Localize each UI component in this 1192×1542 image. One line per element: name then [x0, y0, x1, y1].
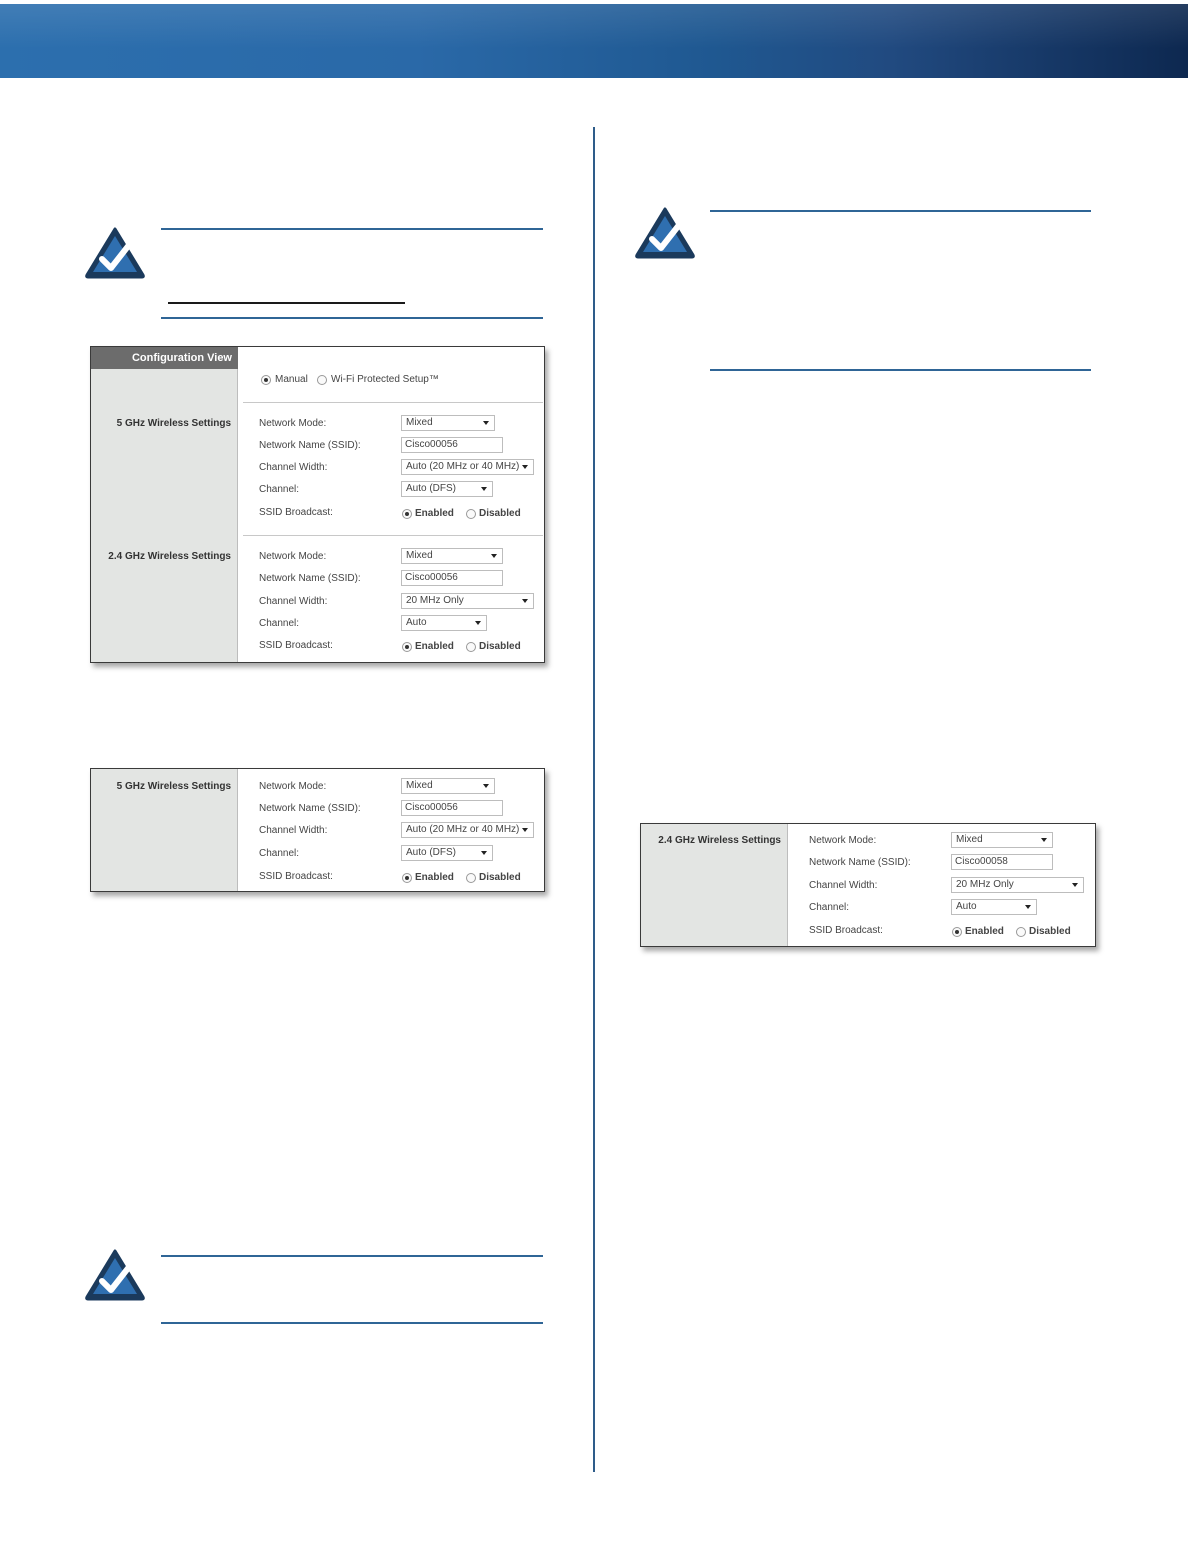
panel-sidebar	[91, 347, 238, 662]
chevron-down-icon	[475, 621, 481, 625]
section-title-5ghz: 5 GHz Wireless Settings	[116, 418, 231, 429]
chevron-down-icon	[522, 828, 528, 832]
separator	[243, 402, 543, 403]
ssid-broadcast-enabled-radio[interactable]	[402, 642, 412, 652]
channel-select[interactable]: Auto (DFS)	[401, 845, 493, 861]
ssid-label: Network Name (SSID):	[259, 573, 361, 584]
network-mode-select[interactable]: Mixed	[951, 832, 1053, 848]
ssid-broadcast-disabled-radio[interactable]	[466, 509, 476, 519]
channel-select[interactable]: Auto	[951, 899, 1037, 915]
network-mode-label: Network Mode:	[259, 418, 327, 429]
wireless-24ghz-panel	[640, 823, 1096, 947]
section-title-24ghz: 2.4 GHz Wireless Settings	[658, 835, 781, 846]
note-rule-top	[710, 210, 1091, 212]
ssid-input[interactable]: Cisco00058	[951, 854, 1053, 870]
enabled-label: Enabled	[415, 641, 454, 652]
chevron-down-icon	[483, 784, 489, 788]
section-title-24ghz: 2.4 GHz Wireless Settings	[108, 551, 231, 562]
enabled-label: Enabled	[965, 926, 1004, 937]
ssid-label: Network Name (SSID):	[259, 803, 361, 814]
chevron-down-icon	[522, 599, 528, 603]
channel-label: Channel:	[259, 618, 300, 629]
channel-width-select[interactable]: 20 MHz Only	[951, 877, 1084, 893]
ssid-broadcast-disabled-radio[interactable]	[1016, 927, 1026, 937]
wps-radio[interactable]	[317, 375, 327, 385]
chevron-down-icon	[491, 554, 497, 558]
note-underline	[168, 302, 405, 304]
header-banner	[0, 4, 1188, 78]
enabled-label: Enabled	[415, 872, 454, 883]
ssid-broadcast-disabled-radio[interactable]	[466, 873, 476, 883]
disabled-label: Disabled	[1029, 926, 1071, 937]
ssid-broadcast-label: SSID Broadcast:	[259, 507, 333, 518]
check-mark-icon	[634, 206, 696, 260]
wireless-5ghz-panel	[90, 768, 545, 892]
manual-radio[interactable]	[261, 375, 271, 385]
ssid-label: Network Name (SSID):	[809, 857, 911, 868]
configuration-view-panel	[90, 346, 545, 663]
channel-width-label: Channel Width:	[259, 825, 328, 836]
ssid-broadcast-disabled-radio[interactable]	[466, 642, 476, 652]
chevron-down-icon	[481, 487, 487, 491]
check-mark-icon	[84, 1248, 146, 1302]
note-rule-bottom	[161, 317, 543, 319]
network-mode-select[interactable]: Mixed	[401, 778, 495, 794]
ssid-input[interactable]: Cisco00056	[401, 437, 503, 453]
channel-label: Channel:	[259, 484, 300, 495]
note-rule-top	[161, 228, 543, 230]
note-rule-bottom	[161, 1322, 543, 1324]
enabled-label: Enabled	[415, 508, 454, 519]
chevron-down-icon	[1025, 905, 1031, 909]
ssid-broadcast-label: SSID Broadcast:	[259, 640, 333, 651]
channel-select[interactable]: Auto	[401, 615, 487, 631]
chevron-down-icon	[483, 421, 489, 425]
disabled-label: Disabled	[479, 641, 521, 652]
wps-radio-label: Wi-Fi Protected Setup™	[331, 374, 439, 385]
note-rule-top	[161, 1255, 543, 1257]
channel-label: Channel:	[809, 902, 850, 913]
network-mode-label: Network Mode:	[259, 551, 327, 562]
channel-width-label: Channel Width:	[809, 880, 878, 891]
channel-width-select[interactable]: Auto (20 MHz or 40 MHz)	[401, 459, 534, 475]
channel-width-select[interactable]: Auto (20 MHz or 40 MHz)	[401, 822, 534, 838]
ssid-broadcast-enabled-radio[interactable]	[952, 927, 962, 937]
channel-label: Channel:	[259, 848, 300, 859]
chevron-down-icon	[1041, 838, 1047, 842]
channel-width-label: Channel Width:	[259, 462, 328, 473]
chevron-down-icon	[481, 851, 487, 855]
ssid-input[interactable]: Cisco00056	[401, 800, 503, 816]
disabled-label: Disabled	[479, 872, 521, 883]
ssid-broadcast-enabled-radio[interactable]	[402, 873, 412, 883]
network-mode-select[interactable]: Mixed	[401, 548, 503, 564]
ssid-input[interactable]: Cisco00056	[401, 570, 503, 586]
network-mode-label: Network Mode:	[809, 835, 877, 846]
column-divider	[593, 127, 595, 1472]
ssid-label: Network Name (SSID):	[259, 440, 361, 451]
ssid-broadcast-label: SSID Broadcast:	[259, 871, 333, 882]
check-mark-icon	[84, 226, 146, 280]
section-title-5ghz: 5 GHz Wireless Settings	[116, 781, 231, 792]
separator	[243, 535, 543, 536]
channel-width-label: Channel Width:	[259, 596, 328, 607]
ssid-broadcast-enabled-radio[interactable]	[402, 509, 412, 519]
chevron-down-icon	[522, 465, 528, 469]
manual-radio-label: Manual	[275, 374, 308, 385]
ssid-broadcast-label: SSID Broadcast:	[809, 925, 883, 936]
note-rule-bottom	[710, 369, 1091, 371]
chevron-down-icon	[1072, 883, 1078, 887]
panel-header: Configuration View	[91, 347, 238, 369]
network-mode-select[interactable]: Mixed	[401, 415, 495, 431]
channel-select[interactable]: Auto (DFS)	[401, 481, 493, 497]
channel-width-select[interactable]: 20 MHz Only	[401, 593, 534, 609]
network-mode-label: Network Mode:	[259, 781, 327, 792]
disabled-label: Disabled	[479, 508, 521, 519]
